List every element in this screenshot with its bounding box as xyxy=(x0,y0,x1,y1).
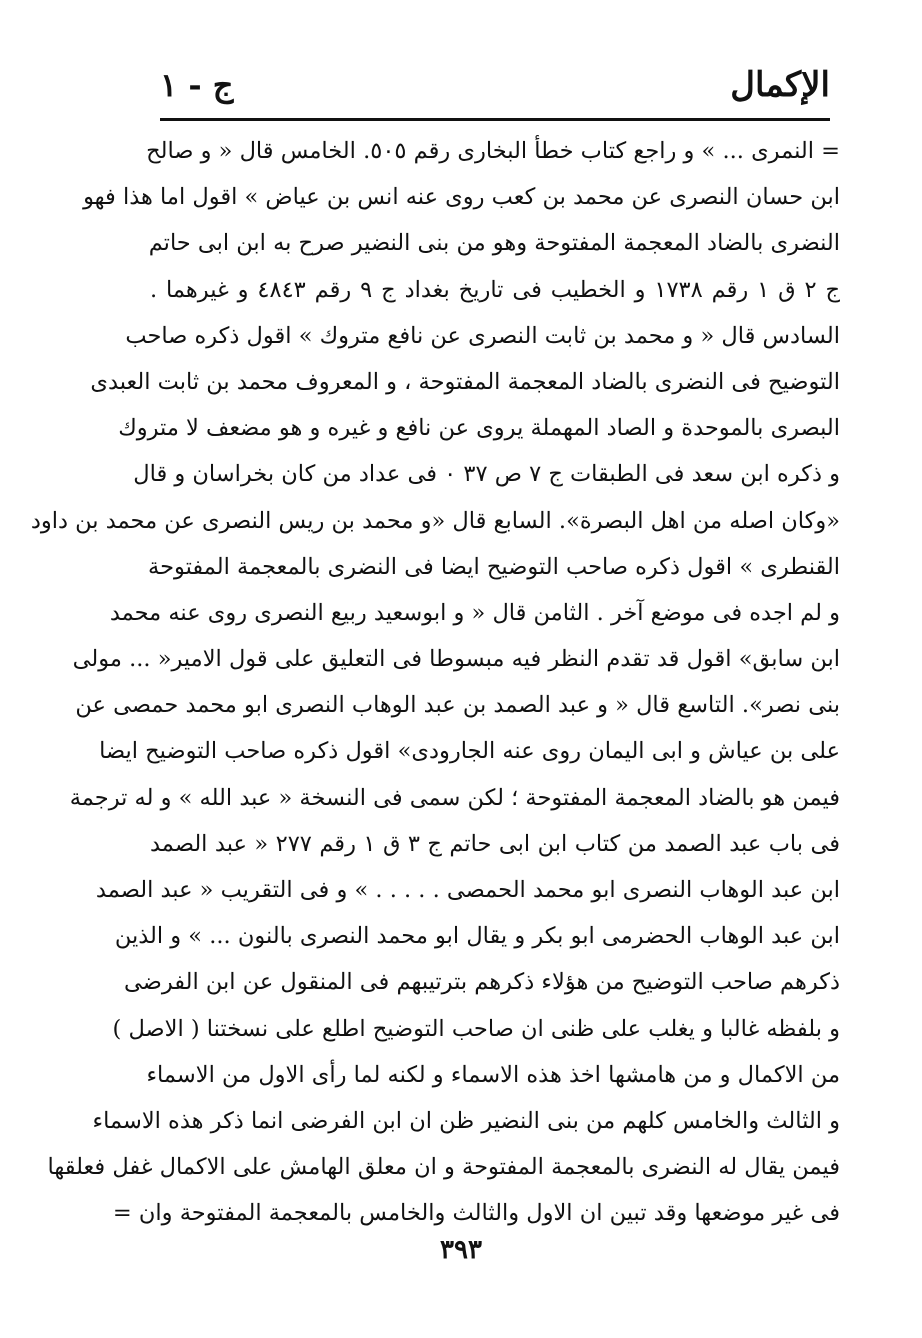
text-line: ذكرهم صاحب التوضيح من هؤلاء ذكرهم بترتيبهم فى المنقول عن ابن الفرضى xyxy=(123,969,840,996)
text-line: و الثالث والخامس كلهم من بنى النضير ظن ان ابن الفرضى انما ذكر هذه الاسماء xyxy=(92,1107,840,1134)
text-line: ابن عبد الوهاب الحضرمى ابو بكر و يقال ابو محمد النصرى بالنون ... » و الذين xyxy=(114,923,840,950)
text-line: السادس قال « و محمد بن ثابت النصرى عن نافع متروك » اقول ذكره صاحب xyxy=(125,322,840,349)
text-line: البصرى بالموحدة و الصاد المهملة يروى عن نافع و غيره و هو مضعف لا متروك xyxy=(118,415,840,442)
text-line: و ذكره ابن سعد فى الطبقات ج ٧ ص ٣٧ ٠ فى عداد من كان بخراسان و قال xyxy=(133,461,840,488)
running-header xyxy=(160,62,830,107)
text-line: القنطرى » اقول ذكره صاحب التوضيح ايضا فى النضرى بالمعجمة المفتوحة xyxy=(148,553,840,580)
footnote-text xyxy=(30,128,840,1237)
text-line: فيمن يقال له النضرى بالمعجمة المفتوحة و ان معلق الهامش على الاكمال غفل فعلقها xyxy=(47,1154,840,1181)
text-line: النضرى بالضاد المعجمة المفتوحة وهو من بنى النضير صرح به ابن ابى حاتم xyxy=(148,230,840,257)
text-line: ابن عبد الوهاب النصرى ابو محمد الحمصى . . . . . » و فى التقريب « عبد الصمد xyxy=(95,877,840,903)
text-line: فيمن هو بالضاد المعجمة المفتوحة ؛ لكن سمى فى النسخة « عبد الله » و له ترجمة xyxy=(69,784,840,811)
text-line: «وكان اصله من اهل البصرة». السابع قال «و محمد بن ريس النصرى عن محمد بن داود xyxy=(30,507,840,534)
header-rule xyxy=(160,118,830,121)
text-line: بنى نصر». التاسع قال « و عبد الصمد بن عبد الوهاب النصرى ابو محمد حمصى عن xyxy=(75,692,840,719)
text-line: ج ٢ ق ١ رقم ١٧٣٨ و الخطيب فى تاريخ بغداد ج ٩ رقم ٤٨٤٣ و غيرهما . xyxy=(150,276,840,303)
volume-label: ج - ١ xyxy=(160,65,234,104)
book-title: الإكمال xyxy=(730,64,830,105)
text-line: التوضيح فى النضرى بالضاد المعجمة المفتوحة ، و المعروف محمد بن ثابت العبدى xyxy=(90,368,840,395)
text-line: من الاكمال و من هامشها اخذ هذه الاسماء و لكنه لما رأى الاول من الاسماء xyxy=(146,1061,840,1088)
text-line: و بلفظه غالبا و يغلب على ظنى ان صاحب التوضيح اطلع على نسختنا ( الاصل ) xyxy=(112,1015,840,1042)
text-line: فى باب عبد الصمد من كتاب ابن ابى حاتم ج ٣ ق ١ رقم ٢٧٧ « عبد الصمد xyxy=(150,830,840,857)
text-line: ابن سابق» اقول قد تقدم النظر فيه مبسوطا فى التعليق على قول الامير« ... مولى xyxy=(72,646,840,673)
text-line: فى غير موضعها وقد تبين ان الاول والثالث والخامس بالمعجمة المفتوحة وان = xyxy=(112,1200,840,1227)
page-number: ٣٩٣ xyxy=(440,1235,482,1265)
text-line: على بن عياش و ابى اليمان روى عنه الجارودى» اقول ذكره صاحب التوضيح ايضا xyxy=(99,738,840,765)
text-line: ابن حسان النصرى عن محمد بن كعب روى عنه انس بن عياض » اقول اما هذا فهو xyxy=(83,184,840,211)
text-line: و لم اجده فى موضع آخر . الثامن قال « و ابوسعيد ربيع النصرى روى عنه محمد xyxy=(109,599,840,626)
text-line: = النمرى ... » و راجع كتاب خطأ البخارى رقم ٥٠٥. الخامس قال « و صالح xyxy=(146,138,840,164)
